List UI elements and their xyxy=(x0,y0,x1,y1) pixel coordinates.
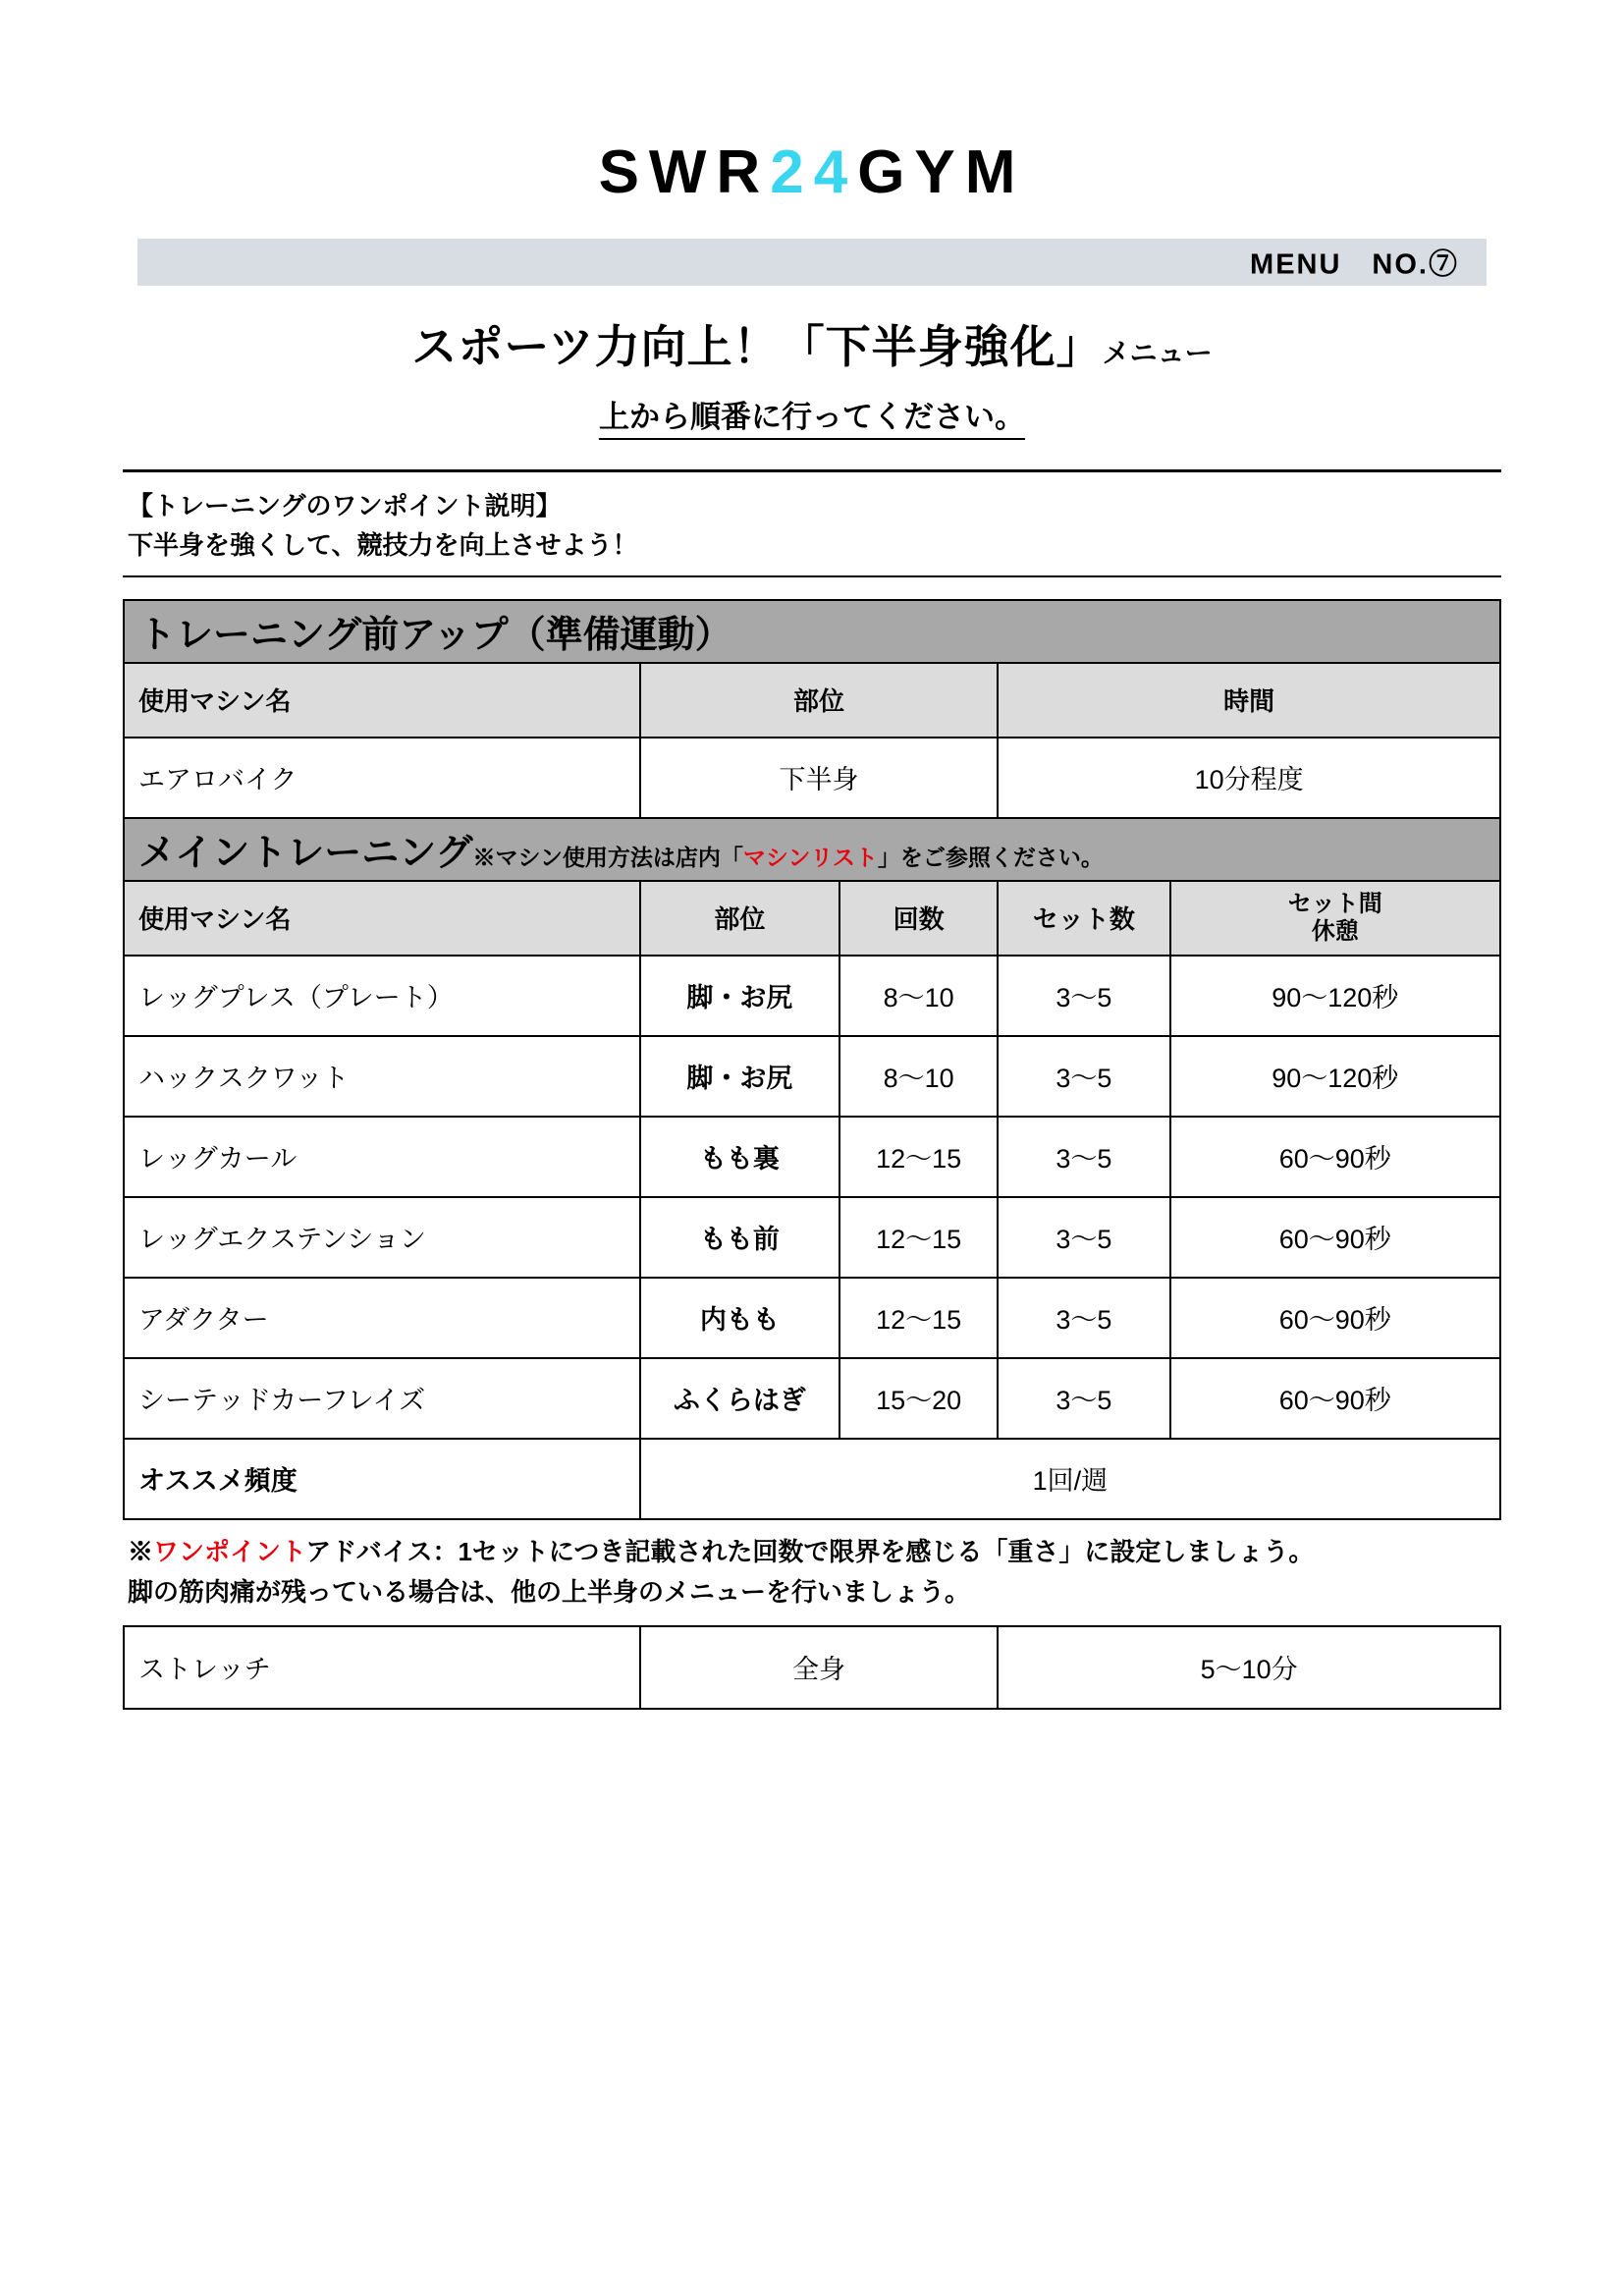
exercise-part: 内もも xyxy=(640,1278,839,1358)
onepoint-block xyxy=(128,486,1624,566)
brand-part2: GYM xyxy=(857,138,1026,206)
exercise-rest: 60〜90秒 xyxy=(1170,1117,1501,1197)
exercise-reps: 8〜10 xyxy=(839,956,998,1036)
main-header-part: 部位 xyxy=(640,881,839,956)
page-title-main: スポーツ力向上！「下半身強化」 xyxy=(411,321,1103,372)
table-row xyxy=(124,1117,1500,1197)
title-block xyxy=(0,311,1624,440)
stretch-name: ストレッチ xyxy=(124,1626,640,1709)
stretch-part: 全身 xyxy=(640,1626,999,1709)
warmup-header-machine: 使用マシン名 xyxy=(124,663,640,738)
brand-part1: SWR xyxy=(598,138,771,206)
exercise-name: アダクター xyxy=(124,1278,640,1358)
main-section-row xyxy=(124,818,1500,881)
table-row xyxy=(124,738,1500,818)
stretch-time: 5〜10分 xyxy=(998,1626,1500,1709)
page-title-suffix: メニュー xyxy=(1102,338,1213,368)
advice-red: ワンポイント xyxy=(153,1536,306,1566)
menu-number-label: MENU NO.⑦ xyxy=(1250,248,1459,281)
exercise-name: シーテッドカーフレイズ xyxy=(124,1358,640,1439)
main-section-title xyxy=(124,818,1500,881)
exercise-part: もも前 xyxy=(640,1197,839,1278)
table-row xyxy=(124,1626,1500,1709)
exercise-part: 脚・お尻 xyxy=(640,956,839,1036)
brand-logo-text xyxy=(599,137,1026,207)
table-row xyxy=(124,956,1500,1036)
brand-highlight: 24 xyxy=(770,138,858,206)
page-subtitle: 上から順番に行ってください。 xyxy=(599,392,1025,440)
warmup-header-row xyxy=(124,663,1500,738)
table-row xyxy=(124,1036,1500,1117)
main-header-sets: セット数 xyxy=(998,881,1169,956)
exercise-sets: 3〜5 xyxy=(998,956,1169,1036)
exercise-sets: 3〜5 xyxy=(998,1197,1169,1278)
main-section-note-red: マシンリスト xyxy=(742,845,878,871)
frequency-label: オススメ頻度 xyxy=(124,1439,640,1519)
exercise-part: もも裏 xyxy=(640,1117,839,1197)
divider-top xyxy=(123,469,1501,472)
main-header-row xyxy=(124,881,1500,956)
exercise-reps: 12〜15 xyxy=(839,1117,998,1197)
warmup-time: 10分程度 xyxy=(998,738,1500,818)
table-row xyxy=(124,1278,1500,1358)
exercise-reps: 8〜10 xyxy=(839,1036,998,1117)
main-header-rest xyxy=(1170,881,1501,956)
exercise-rest: 60〜90秒 xyxy=(1170,1197,1501,1278)
main-section-note-pre: ※マシン使用方法は店内「 xyxy=(472,845,743,871)
frequency-value: 1回/週 xyxy=(640,1439,1500,1519)
exercise-reps: 12〜15 xyxy=(839,1278,998,1358)
main-header-rest-line1: セット間 xyxy=(1287,891,1382,917)
onepoint-heading: 【トレーニングのワンポイント説明】 xyxy=(128,491,562,520)
menu-number-bar xyxy=(137,239,1487,286)
advice-mark: ※ xyxy=(128,1536,154,1566)
main-header-rest-line2: 休憩 xyxy=(1311,917,1359,945)
training-table-wrap xyxy=(123,599,1501,1520)
warmup-header-time: 時間 xyxy=(998,663,1500,738)
warmup-part: 下半身 xyxy=(640,738,999,818)
main-header-reps: 回数 xyxy=(839,881,998,956)
main-section-title-text: メイントレーニング xyxy=(138,833,473,875)
advice-line2: 脚の筋肉痛が残っている場合は、他の上半身のメニューを行いましょう。 xyxy=(128,1577,971,1608)
exercise-name: レッグカール xyxy=(124,1117,640,1197)
advice-line1 xyxy=(128,1532,1496,1573)
exercise-sets: 3〜5 xyxy=(998,1036,1169,1117)
main-header-machine: 使用マシン名 xyxy=(124,881,640,956)
advice-block xyxy=(128,1532,1496,1613)
warmup-header-part: 部位 xyxy=(640,663,999,738)
frequency-row xyxy=(124,1439,1500,1519)
training-table xyxy=(123,599,1501,1520)
exercise-part: ふくらはぎ xyxy=(640,1358,839,1439)
table-row xyxy=(124,1197,1500,1278)
divider-under-onepoint xyxy=(123,575,1501,577)
warmup-section-row xyxy=(124,600,1500,663)
exercise-part: 脚・お尻 xyxy=(640,1036,839,1117)
stretch-table xyxy=(123,1625,1501,1710)
page-title xyxy=(411,311,1212,376)
table-row xyxy=(124,1358,1500,1439)
exercise-sets: 3〜5 xyxy=(998,1278,1169,1358)
main-section-note-post: 」をご参照ください。 xyxy=(877,845,1104,871)
advice-rest: アドバイス：1セットにつき記載された回数で限界を感じる「重さ」に設定しましょう。 xyxy=(305,1536,1315,1566)
onepoint-body: 下半身を強くして、競技力を向上させよう！ xyxy=(128,530,638,561)
exercise-sets: 3〜5 xyxy=(998,1117,1169,1197)
exercise-name: ハックスクワット xyxy=(124,1036,640,1117)
exercise-rest: 90〜120秒 xyxy=(1170,956,1501,1036)
exercise-sets: 3〜5 xyxy=(998,1358,1169,1439)
exercise-rest: 60〜90秒 xyxy=(1170,1278,1501,1358)
exercise-name: レッグプレス（プレート） xyxy=(124,956,640,1036)
exercise-reps: 15〜20 xyxy=(839,1358,998,1439)
warmup-section-title: トレーニング前アップ（準備運動） xyxy=(124,600,1500,663)
brand-logo xyxy=(0,0,1624,207)
exercise-rest: 90〜120秒 xyxy=(1170,1036,1501,1117)
exercise-reps: 12〜15 xyxy=(839,1197,998,1278)
exercise-name: レッグエクステンション xyxy=(124,1197,640,1278)
exercise-rest: 60〜90秒 xyxy=(1170,1358,1501,1439)
stretch-table-wrap xyxy=(123,1625,1501,1710)
warmup-machine: エアロバイク xyxy=(124,738,640,818)
